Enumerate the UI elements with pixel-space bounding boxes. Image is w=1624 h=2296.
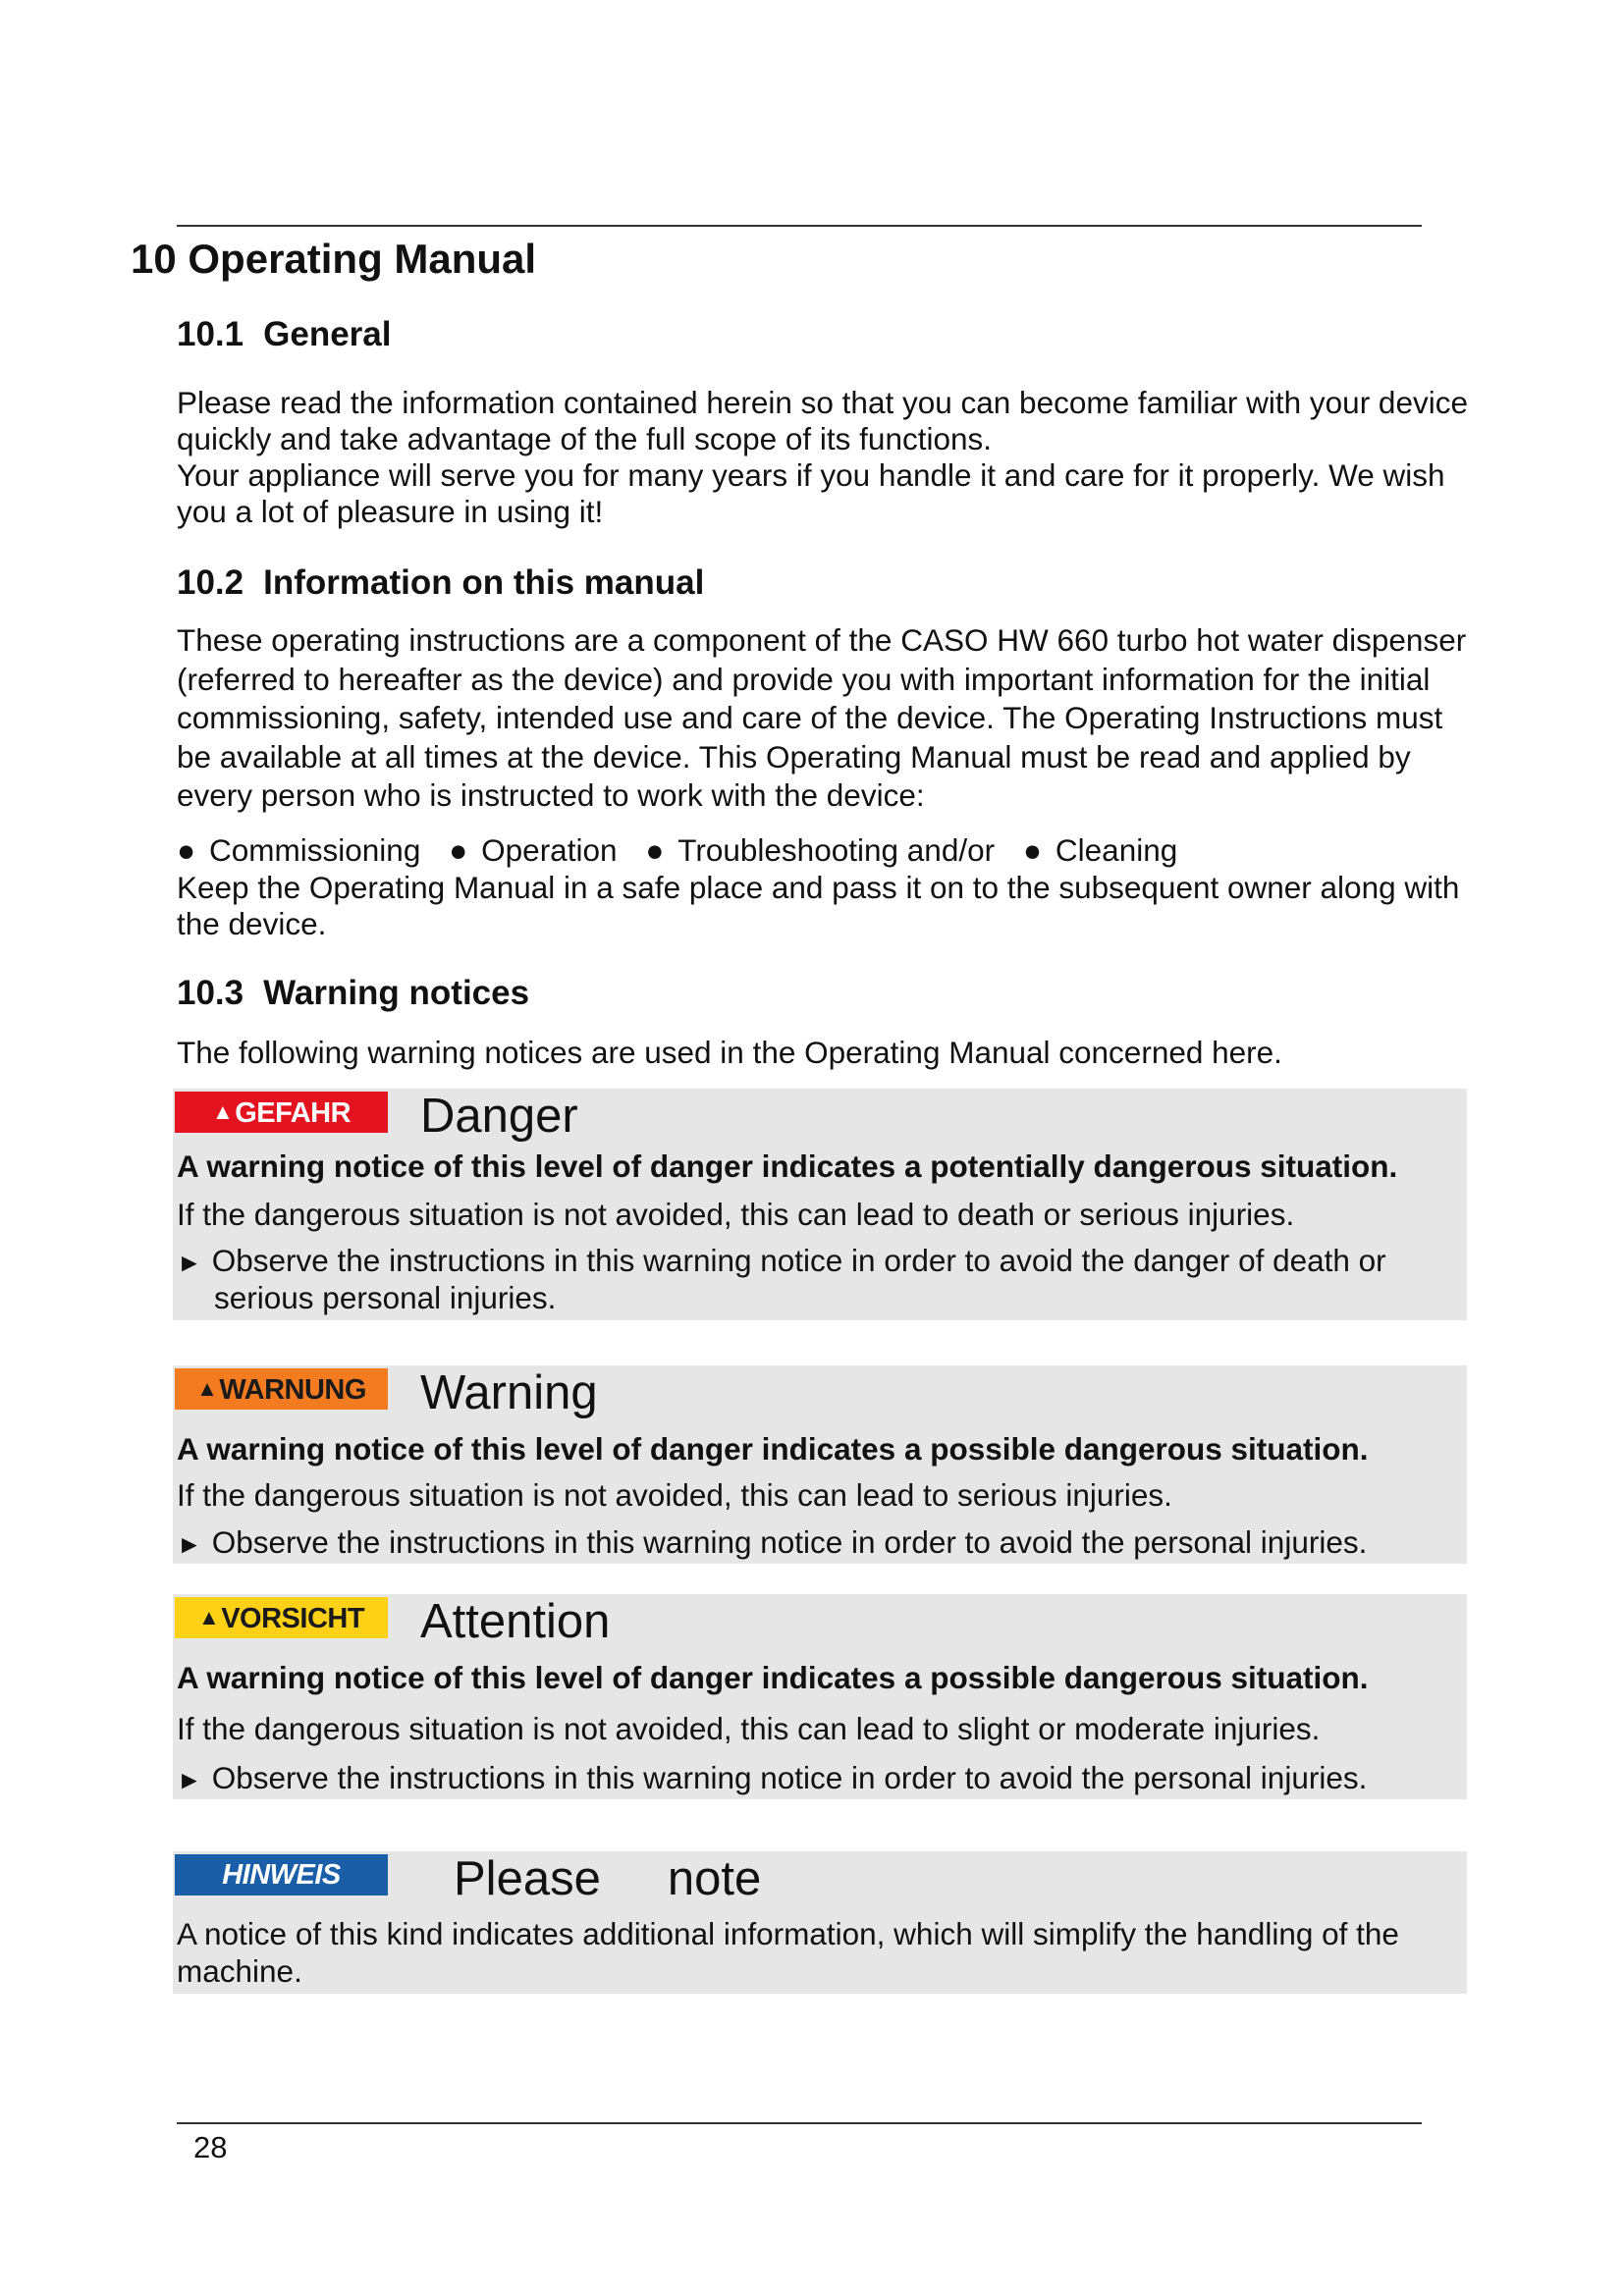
section-title: Information on this manual bbox=[263, 563, 705, 602]
section-title: General bbox=[263, 315, 392, 353]
notice-consequence: If the dangerous situation is not avoided, this can lead to death or serious injuries. bbox=[177, 1197, 1295, 1232]
gefahr-badge bbox=[175, 1092, 388, 1133]
warnings-intro: The following warning notices are used in the Operating Manual concerned here. bbox=[177, 1035, 1282, 1070]
notice-title: Danger bbox=[420, 1090, 578, 1143]
badge-label: VORSICHT bbox=[221, 1603, 365, 1634]
page-number: 28 bbox=[193, 2130, 228, 2164]
badge-label: WARNUNG bbox=[219, 1374, 366, 1406]
notice-heading: A warning notice of this level of danger indicates a possible dangerous situation. bbox=[177, 1660, 1369, 1695]
general-paragraph-2: Your appliance will serve you for many years if you handle it and care for it properly. We wish you a lot of pleasure in using it! bbox=[177, 457, 1445, 529]
vorsicht-badge bbox=[175, 1597, 388, 1638]
notice-title: Warning bbox=[420, 1366, 598, 1419]
list-item-label: Operation bbox=[481, 832, 618, 868]
warnung-badge bbox=[175, 1368, 388, 1410]
bullet-icon: ● bbox=[1022, 832, 1042, 868]
notice-heading: A warning notice of this level of danger indicates a possible dangerous situation. bbox=[177, 1431, 1369, 1467]
arrow-right-icon: ► bbox=[177, 1529, 202, 1559]
section-number: 10.2 bbox=[177, 563, 244, 602]
list-item bbox=[645, 832, 995, 868]
instruction-text: Observe the instructions in this warning notice in order to avoid the personal injuries. bbox=[211, 1760, 1368, 1795]
chapter-title: 10 Operating Manual bbox=[131, 236, 537, 282]
notice-title: Attention bbox=[420, 1595, 611, 1648]
commissioning-bullet-list bbox=[177, 830, 1197, 870]
section-heading-info bbox=[177, 561, 704, 606]
notice-title bbox=[454, 1851, 761, 1906]
list-item-label: Cleaning bbox=[1055, 832, 1178, 868]
general-paragraph: Please read the information contained herein so that you can become familiar with your device quickly and take advantage of the full scope of its functions. bbox=[177, 385, 1468, 456]
badge-label: GEFAHR bbox=[235, 1097, 352, 1129]
section-number: 10.1 bbox=[177, 315, 244, 353]
notice-instruction bbox=[177, 1243, 1432, 1315]
list-item-label: Commissioning bbox=[209, 832, 421, 868]
section-number: 10.3 bbox=[177, 974, 244, 1012]
instruction-text: Observe the instructions in this warning notice in order to avoid the personal injuries. bbox=[211, 1524, 1368, 1560]
info-paragraph: These operating instructions are a component of the CASO HW 660 turbo hot water dispenser (referred to hereafter as the device) and provide you with important information for the initial commissioning, safety, intended use and care of the device. The Operating Instructions must be available at all times at the device. This Operating Manual must be read and applied by every person who is instructed to work with the device: bbox=[177, 622, 1467, 813]
notice-consequence: If the dangerous situation is not avoided, this can lead to slight or moderate injuries. bbox=[177, 1711, 1321, 1746]
section-heading-general bbox=[177, 312, 391, 357]
list-item bbox=[449, 832, 617, 868]
arrow-right-icon: ► bbox=[177, 1765, 202, 1794]
attention-notice-box bbox=[173, 1594, 1467, 1799]
warning-triangle-icon: ▲ bbox=[196, 1376, 218, 1401]
instruction-text: Observe the instructions in this warning notice in order to avoid the danger of death or serious personal injuries. bbox=[211, 1243, 1386, 1315]
notice-title-word: Please bbox=[454, 1852, 601, 1905]
hinweis-badge bbox=[175, 1854, 388, 1896]
section-heading-warnings bbox=[177, 971, 529, 1016]
list-item-label: Troubleshooting and/or bbox=[677, 832, 996, 868]
notice-instruction bbox=[177, 1523, 1367, 1563]
warning-triangle-icon: ▲ bbox=[197, 1605, 220, 1629]
warning-triangle-icon: ▲ bbox=[211, 1099, 234, 1124]
list-item bbox=[177, 832, 420, 868]
note-notice-box bbox=[173, 1851, 1467, 1994]
warning-notice-box bbox=[173, 1365, 1467, 1564]
notice-title-word: note bbox=[667, 1852, 762, 1905]
section-title: Warning notices bbox=[263, 974, 530, 1012]
danger-notice-box bbox=[173, 1089, 1467, 1320]
footer-rule bbox=[177, 2122, 1422, 2124]
bullet-icon: ● bbox=[449, 832, 468, 868]
notice-heading: A warning notice of this level of danger indicates a potentially dangerous situation. bbox=[177, 1148, 1398, 1184]
notice-consequence: If the dangerous situation is not avoided, this can lead to serious injuries. bbox=[177, 1477, 1172, 1513]
note-text: A notice of this kind indicates additional information, which will simplify the handling of the machine. bbox=[177, 1916, 1399, 1989]
badge-label: HINWEIS bbox=[222, 1859, 341, 1891]
bullet-icon: ● bbox=[177, 832, 196, 868]
bullet-icon: ● bbox=[645, 832, 665, 868]
info-paragraph-2: Keep the Operating Manual in a safe place and pass it on to the subsequent owner along with the device. bbox=[177, 870, 1460, 941]
arrow-right-icon: ► bbox=[177, 1248, 202, 1277]
notice-instruction bbox=[177, 1759, 1367, 1798]
list-item bbox=[1023, 832, 1177, 868]
header-rule bbox=[177, 225, 1422, 227]
